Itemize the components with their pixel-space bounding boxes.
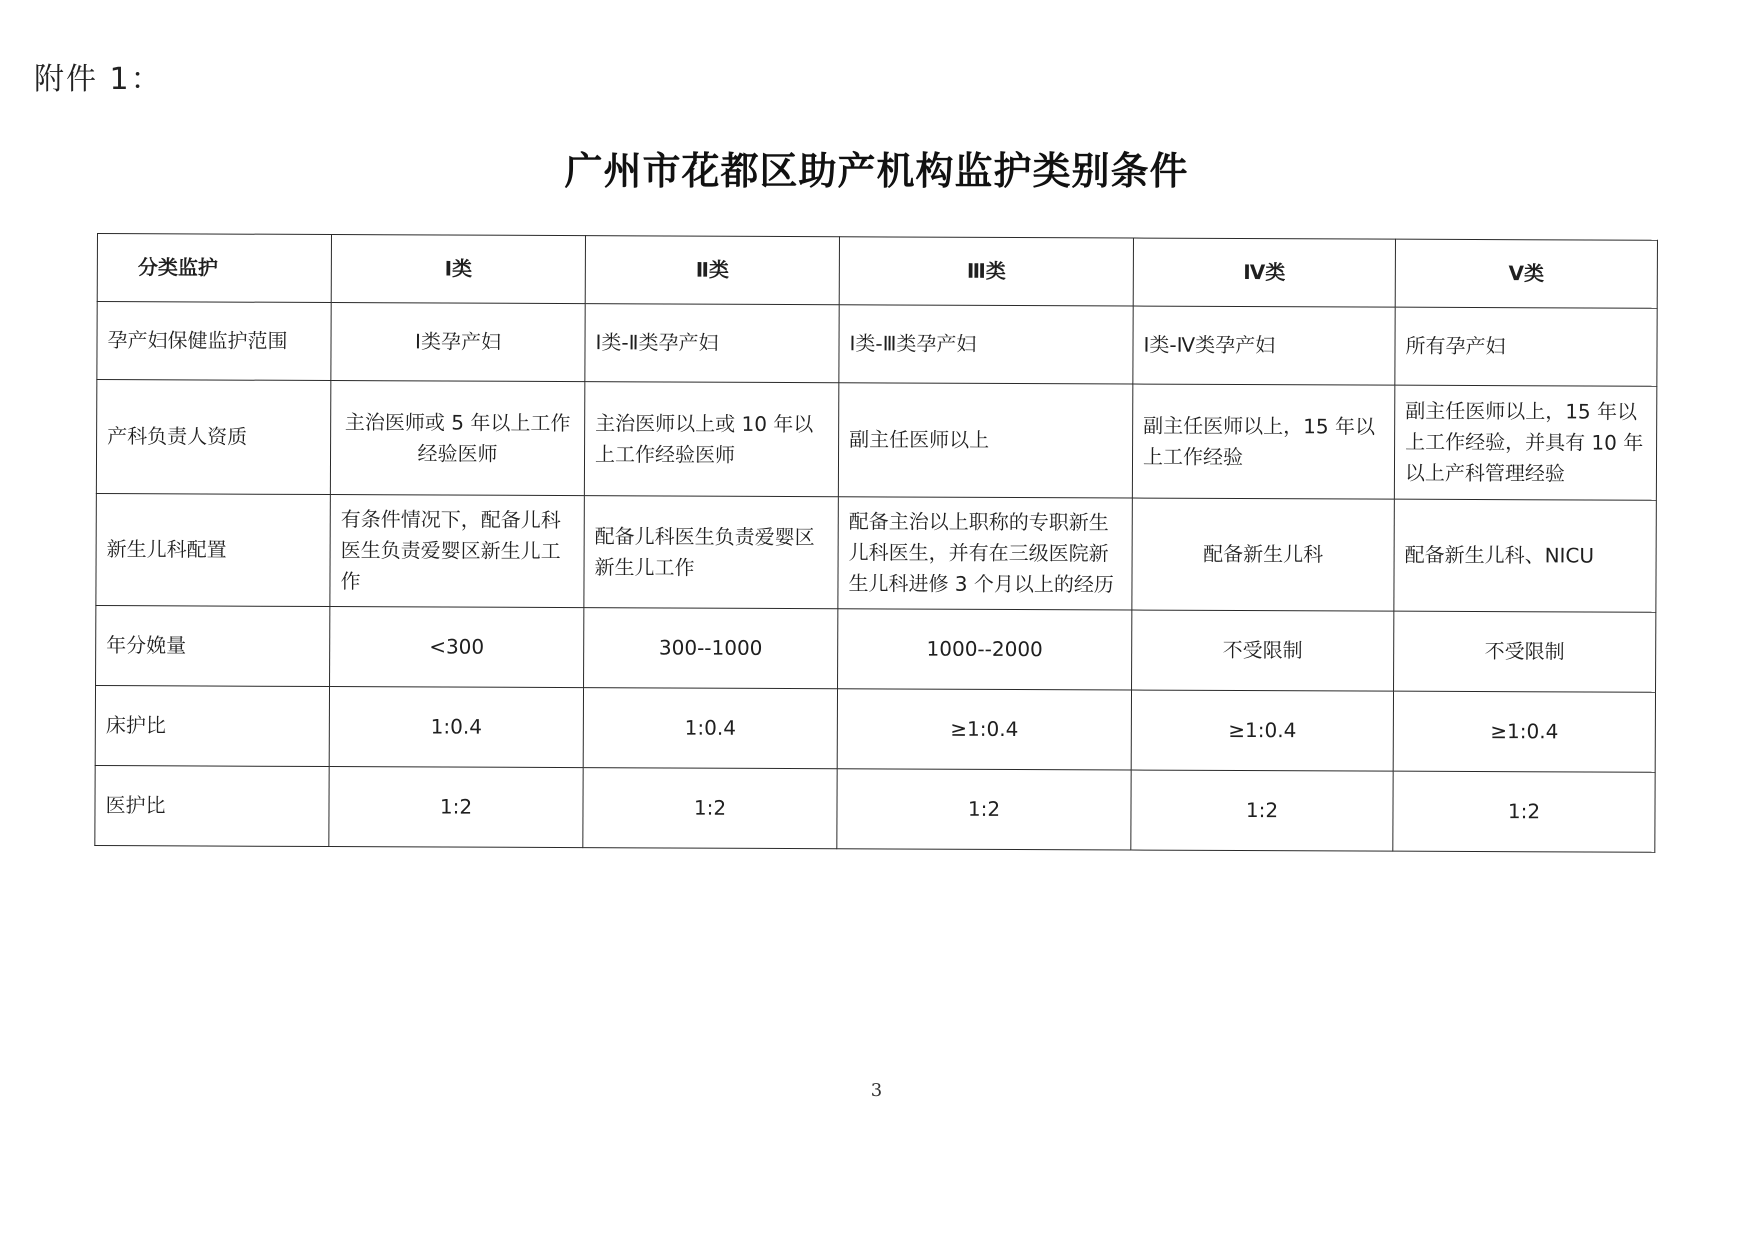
table-cell: 1:2: [1393, 771, 1655, 852]
table-cell: 1:2: [583, 768, 837, 849]
table-cell: 300--1000: [584, 608, 838, 689]
table-cell: Ⅰ类孕产妇: [331, 303, 585, 382]
table-row-monitoring-scope: [97, 302, 1657, 387]
table-cell: 1:0.4: [329, 687, 583, 768]
table-cell: 主治医师或 5 年以上工作经验医师: [330, 381, 584, 496]
table-cell: 所有孕产妇: [1395, 307, 1657, 386]
table-row-annual-deliveries: [96, 605, 1656, 692]
column-header-class-4: Ⅳ类: [1133, 238, 1395, 307]
table-cell: 副主任医师以上，15 年以上工作经验: [1132, 384, 1394, 499]
table-cell: <300: [330, 607, 584, 688]
table-cell: 1:0.4: [583, 688, 837, 769]
table-cell: Ⅰ类-Ⅳ类孕产妇: [1133, 306, 1395, 385]
row-label: 产科负责人资质: [96, 380, 330, 495]
table-cell: 不受限制: [1132, 610, 1394, 691]
table-row-doctor-nurse-ratio: [95, 765, 1655, 852]
conditions-table: [94, 233, 1658, 853]
table-cell: ≥1:0.4: [1131, 690, 1393, 771]
table-row-neonatal-config: [96, 493, 1656, 612]
table-cell: 1:2: [329, 767, 583, 848]
corner-header: 分类监护: [97, 234, 331, 303]
table-cell: ≥1:0.4: [837, 689, 1131, 770]
page-number: 3: [870, 1080, 883, 1101]
table-cell: 主治医师以上或 10 年以上工作经验医师: [584, 382, 838, 497]
conditions-table-container: [94, 233, 1657, 853]
table-cell: 不受限制: [1394, 611, 1656, 692]
table-cell: ≥1:0.4: [1393, 691, 1655, 772]
column-header-class-3: Ⅲ类: [839, 237, 1133, 306]
table-cell: Ⅰ类-Ⅲ类孕产妇: [839, 305, 1133, 384]
column-header-class-2: Ⅱ类: [585, 236, 839, 305]
row-label: 孕产妇保健监护范围: [97, 302, 331, 381]
table-cell: 配备新生儿科: [1132, 498, 1394, 611]
table-cell: 配备新生儿科、NICU: [1394, 499, 1656, 612]
row-label: 医护比: [95, 765, 329, 846]
table-cell: 配备儿科医生负责爱婴区新生儿工作: [584, 496, 838, 609]
table-cell: 有条件情况下，配备儿科医生负责爱婴区新生儿工作: [330, 495, 584, 608]
table-row-bed-nurse-ratio: [95, 685, 1655, 772]
table-header-row: [97, 234, 1657, 309]
table-cell: 配备主治以上职称的专职新生儿科医生，并有在三级医院新生儿科进修 3 个月以上的经历: [838, 497, 1132, 610]
column-header-class-5: Ⅴ类: [1395, 239, 1657, 308]
row-label: 新生儿科配置: [96, 493, 330, 606]
column-header-class-1: Ⅰ类: [331, 235, 585, 304]
row-label: 床护比: [95, 685, 329, 766]
table-cell: 副主任医师以上: [838, 383, 1132, 498]
table-cell: Ⅰ类-Ⅱ类孕产妇: [585, 304, 839, 383]
attachment-label: 附件 1：: [34, 62, 163, 97]
table-cell: 1:2: [1131, 770, 1393, 851]
table-cell: 副主任医师以上，15 年以上工作经验，并具有 10 年以上产科管理经验: [1394, 385, 1656, 500]
page-title: 广州市花都区助产机构监护类别条件: [564, 149, 1189, 193]
table-cell: 1:2: [837, 769, 1131, 850]
table-row-director-qualification: [96, 380, 1656, 501]
table-cell: 1000--2000: [838, 609, 1132, 690]
row-label: 年分娩量: [96, 605, 330, 686]
